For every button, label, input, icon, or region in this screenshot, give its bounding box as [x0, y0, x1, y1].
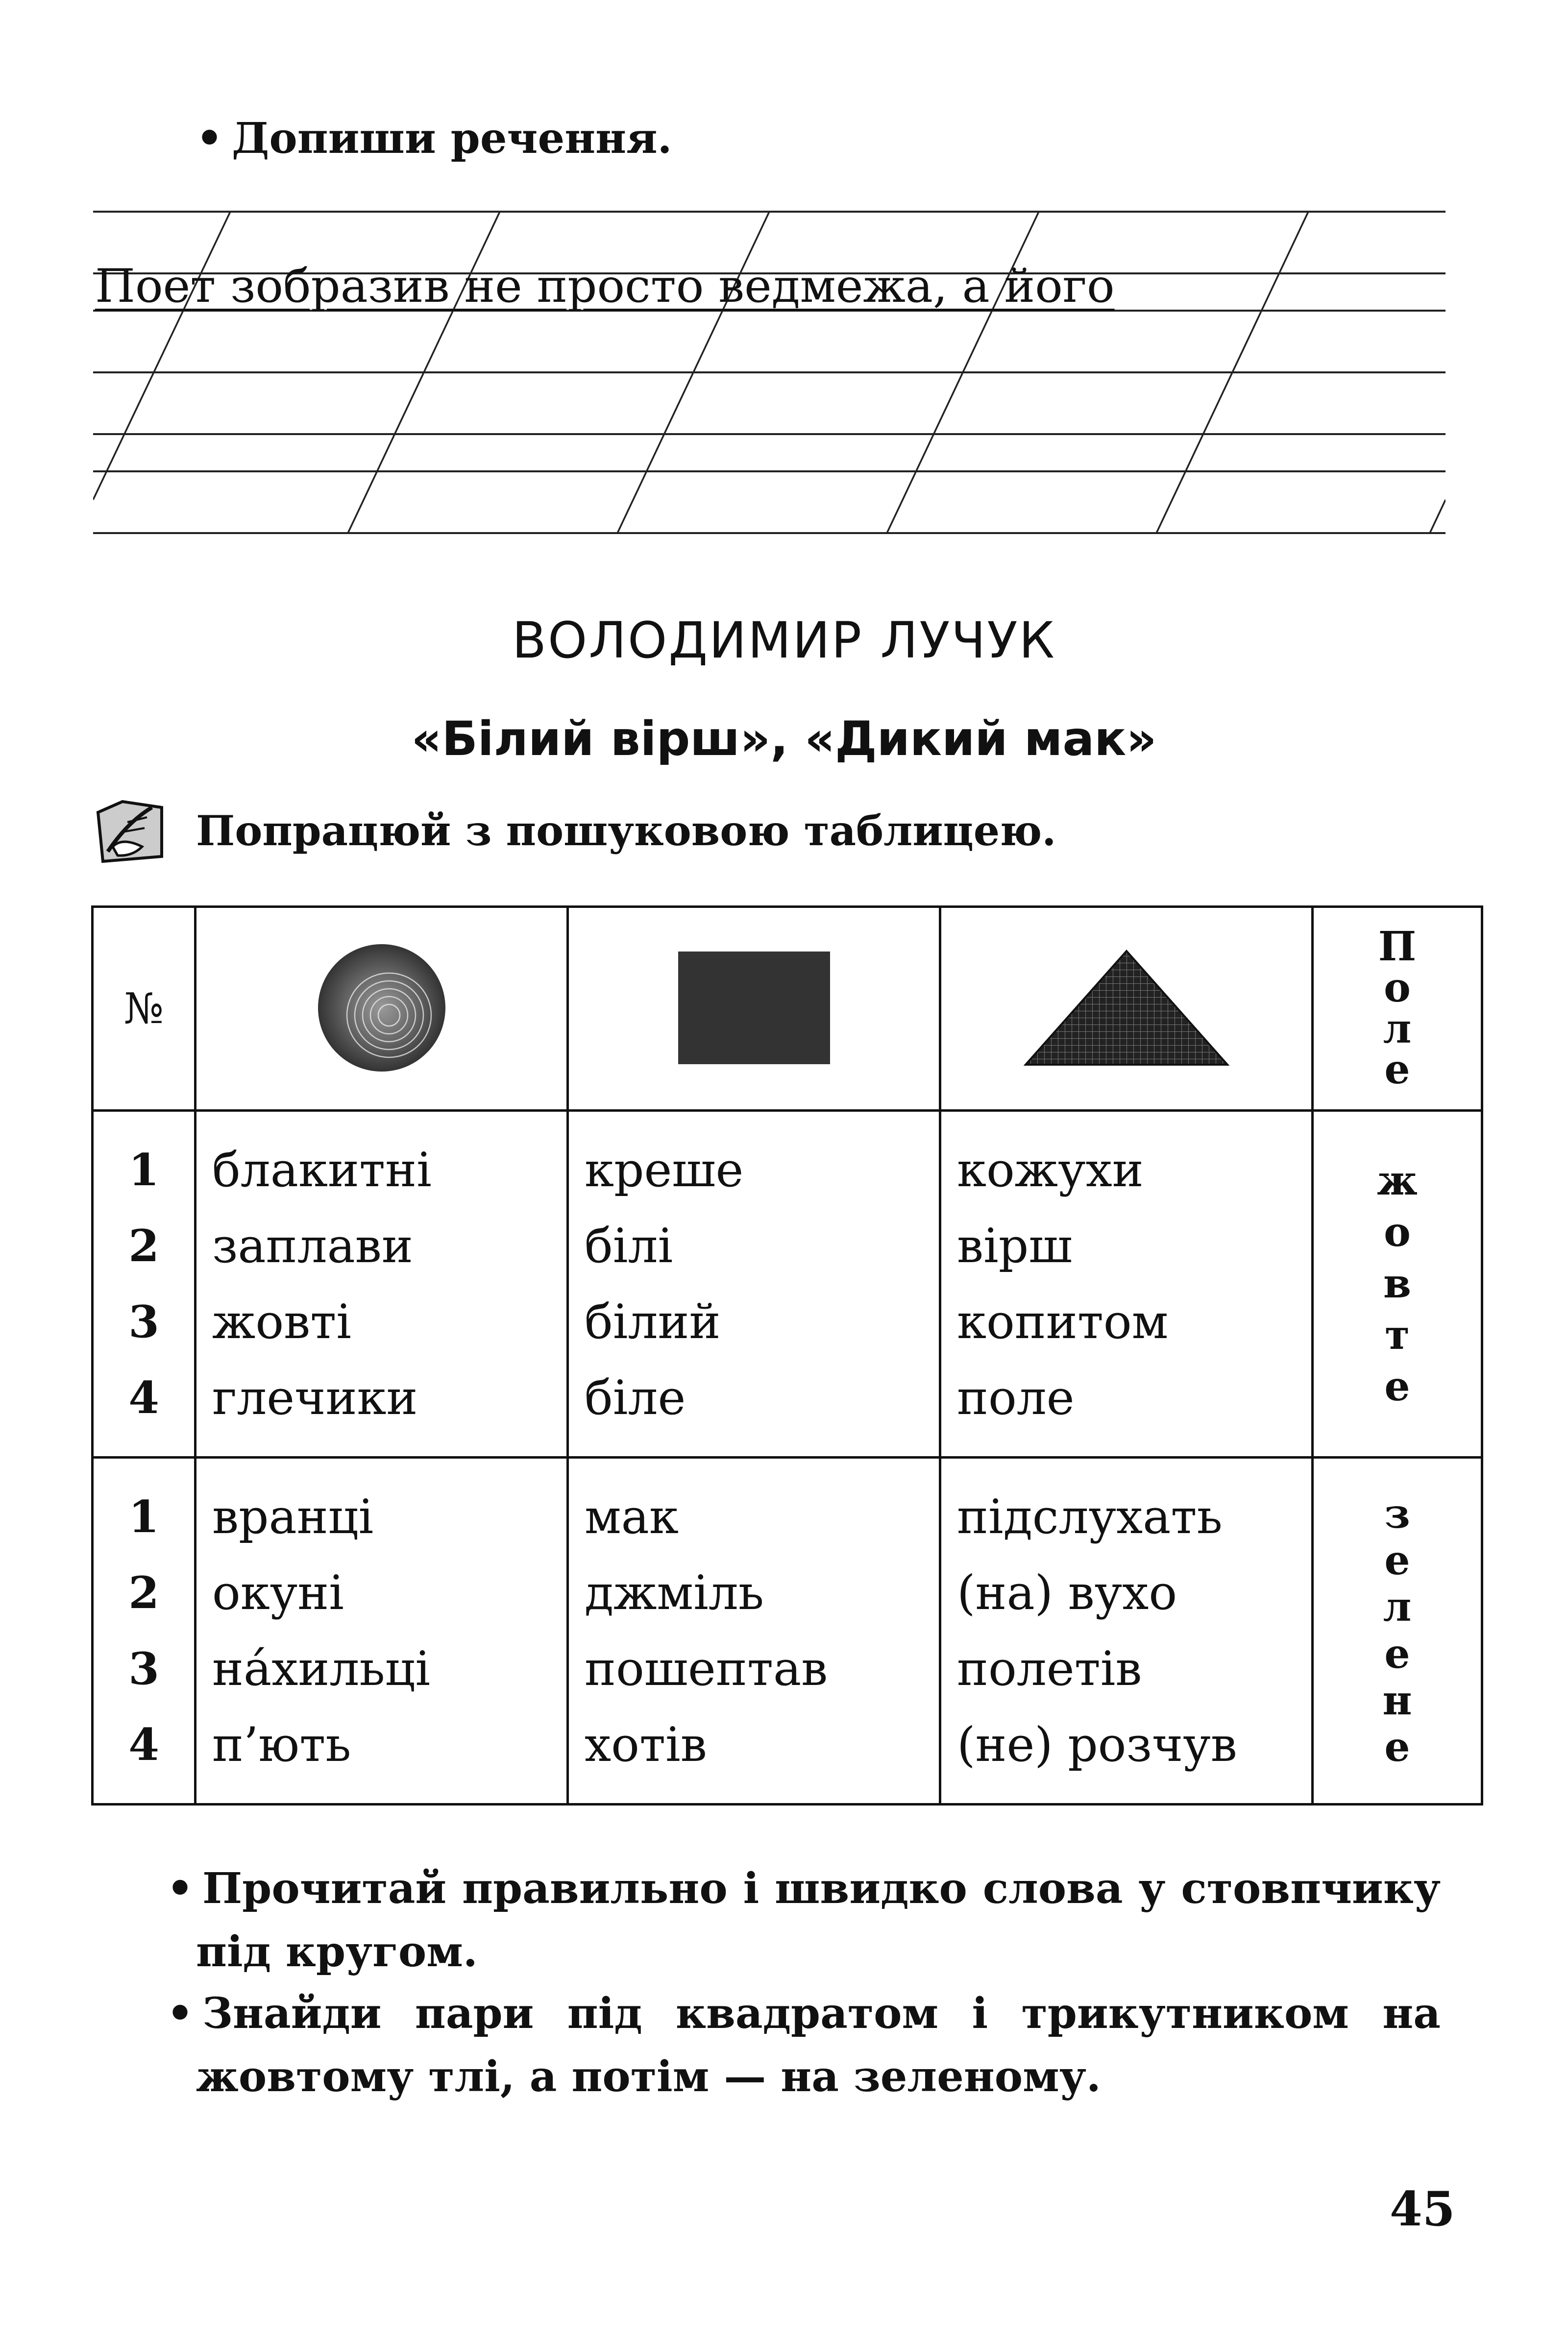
square-icon: [678, 952, 830, 1064]
page-number: 45: [1390, 2181, 1455, 2237]
word: копитом: [957, 1294, 1169, 1349]
author-name: ВОЛОДИМИР ЛУЧУК: [512, 611, 1056, 670]
word: на́хильці: [212, 1641, 431, 1696]
number-header: №: [93, 907, 196, 1111]
numbers-cell: [93, 1458, 196, 1805]
word: креше: [585, 1143, 744, 1197]
square-words-cell: [568, 1111, 940, 1458]
instruction-complete-sentence: [196, 114, 672, 163]
word: підслухать: [957, 1489, 1223, 1544]
side-letter: л: [1383, 1584, 1412, 1631]
circle-words-cell: [196, 1458, 568, 1805]
side-letter: е: [1384, 1046, 1410, 1094]
row-number: 3: [128, 1643, 159, 1695]
side-letter: о: [1384, 1209, 1411, 1256]
table-group-yellow: [93, 1111, 1482, 1458]
side-letter: е: [1384, 1363, 1410, 1410]
row-number: 3: [128, 1296, 159, 1348]
row-number: 1: [128, 1144, 159, 1196]
instruction-text: Прочитай правильно і швидко слова у стовпчику під кругом.: [196, 1864, 1441, 1977]
circle-header: [196, 907, 568, 1111]
bullet: •: [196, 114, 223, 163]
task-text: Попрацюй з пошуковою таблицею.: [196, 806, 1056, 855]
row-number: 4: [128, 1372, 159, 1424]
table-header-row: [93, 907, 1482, 1111]
side-letters-cell: [1313, 1458, 1482, 1805]
word: джміль: [585, 1565, 764, 1620]
side-letter: П: [1378, 923, 1417, 971]
circle-icon: [316, 942, 448, 1074]
ruled-lines: [93, 206, 1446, 539]
bullet: •: [167, 1864, 194, 1913]
circle-words-cell: [196, 1111, 568, 1458]
search-table: [91, 905, 1483, 1806]
side-letter: е: [1384, 1630, 1410, 1678]
side-letters-cell: [1313, 1111, 1482, 1458]
word: глечики: [212, 1370, 418, 1425]
word: білий: [585, 1294, 721, 1349]
row-number: 2: [128, 1567, 159, 1619]
triangle-words-cell: [940, 1458, 1313, 1805]
instruction-find-pairs: [167, 1982, 1441, 2108]
word: поле: [957, 1370, 1075, 1425]
word: хотів: [585, 1717, 707, 1772]
word: мак: [585, 1489, 679, 1544]
side-letter: е: [1384, 1723, 1410, 1771]
word: п’ють: [212, 1717, 351, 1772]
side-letter: о: [1384, 964, 1411, 1011]
instruction-text: Допиши речення.: [231, 114, 672, 163]
instruction-read-words: [167, 1857, 1441, 1983]
word: (не) розчув: [957, 1717, 1237, 1772]
triangle-icon: [1024, 949, 1229, 1067]
instruction-text: Знайди пари під квадратом і трикутником на жовтому тлі, а потім — на зеленому.: [196, 1989, 1441, 2101]
triangle-header: [940, 907, 1313, 1111]
word: вранці: [212, 1489, 374, 1544]
side-letter: е: [1384, 1537, 1410, 1585]
handwriting-lines: [93, 206, 1446, 539]
row-number: 4: [128, 1719, 159, 1771]
triangle-words-cell: [940, 1111, 1313, 1458]
works-title: «Білий вірш», «Дикий мак»: [411, 711, 1157, 766]
side-letter: л: [1383, 1005, 1412, 1052]
square-header: [568, 907, 940, 1111]
square-words-cell: [568, 1458, 940, 1805]
word: біле: [585, 1370, 686, 1425]
word: полетів: [957, 1641, 1142, 1696]
word: окуні: [212, 1565, 344, 1620]
side-header-letters: [1314, 908, 1481, 1109]
word: жовті: [212, 1294, 351, 1349]
word: білі: [585, 1219, 673, 1273]
side-letter: т: [1385, 1311, 1410, 1359]
table-group-green: [93, 1458, 1482, 1805]
writing-hand-icon: [93, 793, 167, 866]
numbers-cell: [93, 1111, 196, 1458]
row-number: 1: [128, 1491, 159, 1543]
side-letter: в: [1383, 1260, 1411, 1308]
side-header: [1313, 907, 1482, 1111]
side-letter: н: [1382, 1677, 1412, 1724]
row-number: 2: [128, 1220, 159, 1272]
word: вірш: [957, 1219, 1073, 1273]
side-letter: ж: [1377, 1157, 1418, 1205]
side-letter: з: [1384, 1490, 1410, 1538]
word: кожухи: [957, 1143, 1144, 1197]
word: (на) вухо: [957, 1565, 1177, 1620]
word: заплави: [212, 1219, 413, 1273]
word: пошептав: [585, 1641, 828, 1696]
bullet: •: [167, 1989, 194, 2038]
word: блакитні: [212, 1143, 432, 1197]
sentence-start: Поет зобразив не просто ведмежа, а його: [95, 260, 1115, 313]
